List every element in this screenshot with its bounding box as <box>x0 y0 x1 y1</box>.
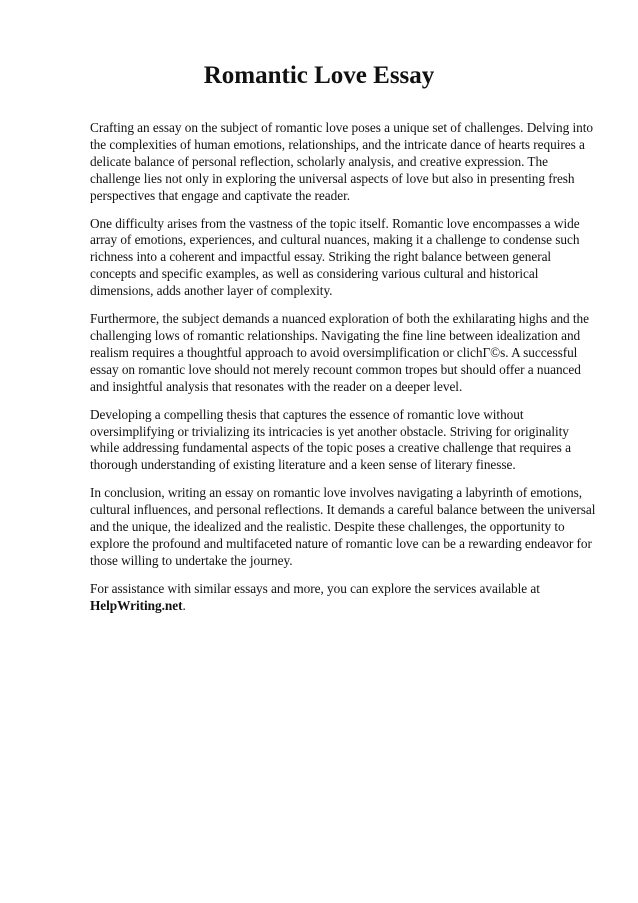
document-title: Romantic Love Essay <box>203 62 435 89</box>
helpwriting-link[interactable]: HelpWriting.net <box>90 597 183 613</box>
closing-suffix: . <box>182 597 186 613</box>
paragraph-2: One difficulty arises from the vastness of the topic itself. Romantic love encompasses a wide array of emotions, experiences, and cultural nuances, making it a challenge to condense such richness into a coherent and impactful essay. Striking the right balance between general concepts and specific examples, as well as considering various cultural and historical dimensions, adds another layer of complexity. <box>90 215 580 299</box>
paragraph-3: Furthermore, the subject demands a nuanced exploration of both the exhilarating highs and the challenging lows of romantic relationships. Navigating the fine line between idealization and realism requires a thoughtful approach to avoid oversimplification or clichΓ©s. A successful essay on romantic love should not merely recount common tropes but should offer a nuanced and insightful analysis that resonates with the reader on a deeper level. <box>90 311 590 394</box>
closing-paragraph <box>90 581 596 615</box>
closing-text: For assistance with similar essays and more, you can explore the services available at <box>90 580 540 596</box>
document-body <box>90 120 596 626</box>
paragraph-4: Developing a compelling thesis that captures the essence of romantic love without oversimplifying or trivializing its intricacies is yet another obstacle. Striving for originality while addressing fundamental aspects of the topic poses a creative challenge that requires a thorough understanding of existing literature and a keen sense of literary finesse. <box>90 406 571 473</box>
paragraph-1: Crafting an essay on the subject of romantic love poses a unique set of challenges. Delving into the complexities of human emotions, relationships, and the intricate dance of hearts requires a delicate balance of personal reflection, scholarly analysis, and creative expression. The challenge lies not only in exploring the universal aspects of love but also in presenting fresh perspectives that engage and captivate the reader. <box>90 120 593 203</box>
paragraph-5: In conclusion, writing an essay on romantic love involves navigating a labyrinth of emotions, cultural influences, and personal reflections. It demands a careful balance between the universal and the unique, the idealized and the realistic. Despite these challenges, the opportunity to explore the profound and multifaceted nature of romantic love can be a rewarding endeavor for those willing to undertake the journey. <box>90 485 596 568</box>
